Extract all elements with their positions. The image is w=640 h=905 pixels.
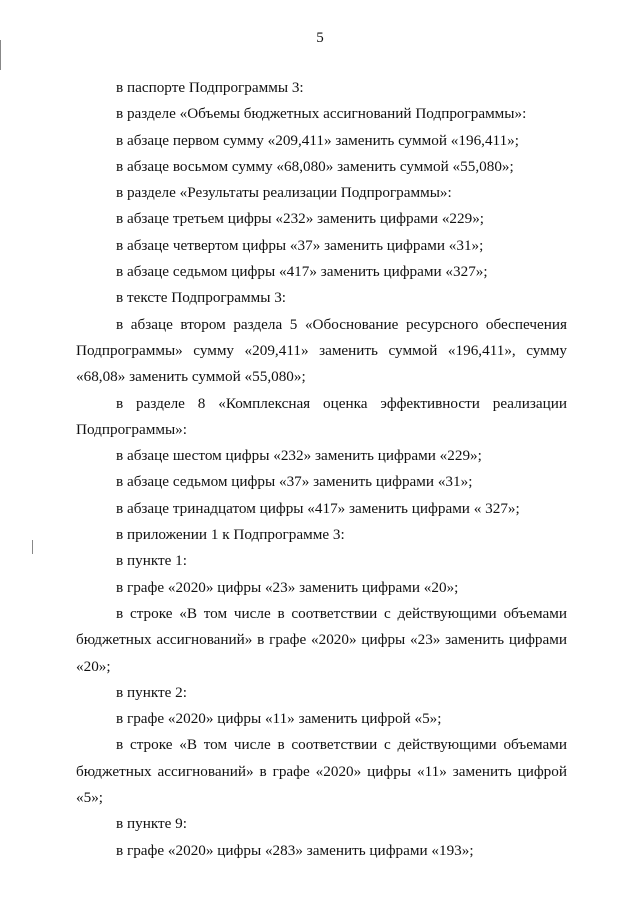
paragraph: в абзаце тринадцатом цифры «417» заменить цифрами « 327»;	[116, 499, 520, 517]
paragraph: в абзаце третьем цифры «232» заменить цифрами «229»;	[116, 210, 485, 228]
page-number: 5	[316, 30, 324, 46]
paragraph: в графе «2020» цифры «11» заменить цифрой «5»;	[116, 710, 442, 728]
paragraph: в абзаце первом сумму «209,411» заменить суммой «196,411»;	[116, 131, 519, 149]
paragraph: в пункте 2:	[116, 683, 187, 701]
paragraph: в абзаце втором раздела 5 «Обоснование ресурсного обеспечения Подпрограммы» сумму «209,411» заменить суммой «196,411», сумму «68,08» заменить суммой «55,080»;	[76, 315, 567, 386]
paragraph: в абзаце четвертом цифры «37» заменить цифрами «31»;	[116, 236, 484, 254]
paragraph: в тексте Подпрограммы 3:	[116, 289, 287, 307]
scan-mark	[0, 40, 1, 70]
document-body	[76, 75, 567, 864]
paragraph: в абзаце шестом цифры «232» заменить цифрами «229»;	[116, 447, 482, 465]
paragraph: в графе «2020» цифры «283» заменить цифрами «193»;	[116, 841, 474, 859]
paragraph: в графе «2020» цифры «23» заменить цифрами «20»;	[116, 578, 459, 596]
paragraph: в паспорте Подпрограммы 3:	[116, 79, 304, 96]
paragraph: в разделе «Объемы бюджетных ассигнований Подпрограммы»:	[116, 105, 527, 123]
paragraph: в разделе «Результаты реализации Подпрограммы»:	[116, 184, 452, 202]
paragraph: в абзаце седьмом цифры «417» заменить цифрами «327»;	[116, 263, 488, 281]
paragraph: в пункте 9:	[116, 815, 187, 833]
paragraph: в строке «В том числе в соответствии с действующими объемами бюджетных ассигнований» в графе «2020» цифры «23» заменить цифрами «20»;	[76, 604, 567, 675]
paragraph: в пункте 1:	[116, 552, 187, 570]
paragraph: в приложении 1 к Подпрограмме 3:	[116, 526, 345, 544]
paragraph: в абзаце седьмом цифры «37» заменить цифрами «31»;	[116, 473, 473, 491]
paragraph: в разделе 8 «Комплексная оценка эффективности реализации Подпрограммы»:	[76, 394, 567, 438]
paragraph: в абзаце восьмом сумму «68,080» заменить суммой «55,080»;	[116, 157, 514, 175]
scan-mark	[32, 540, 33, 554]
paragraph: в строке «В том числе в соответствии с действующими объемами бюджетных ассигнований» в графе «2020» цифры «11» заменить цифрой «5»;	[76, 736, 567, 807]
